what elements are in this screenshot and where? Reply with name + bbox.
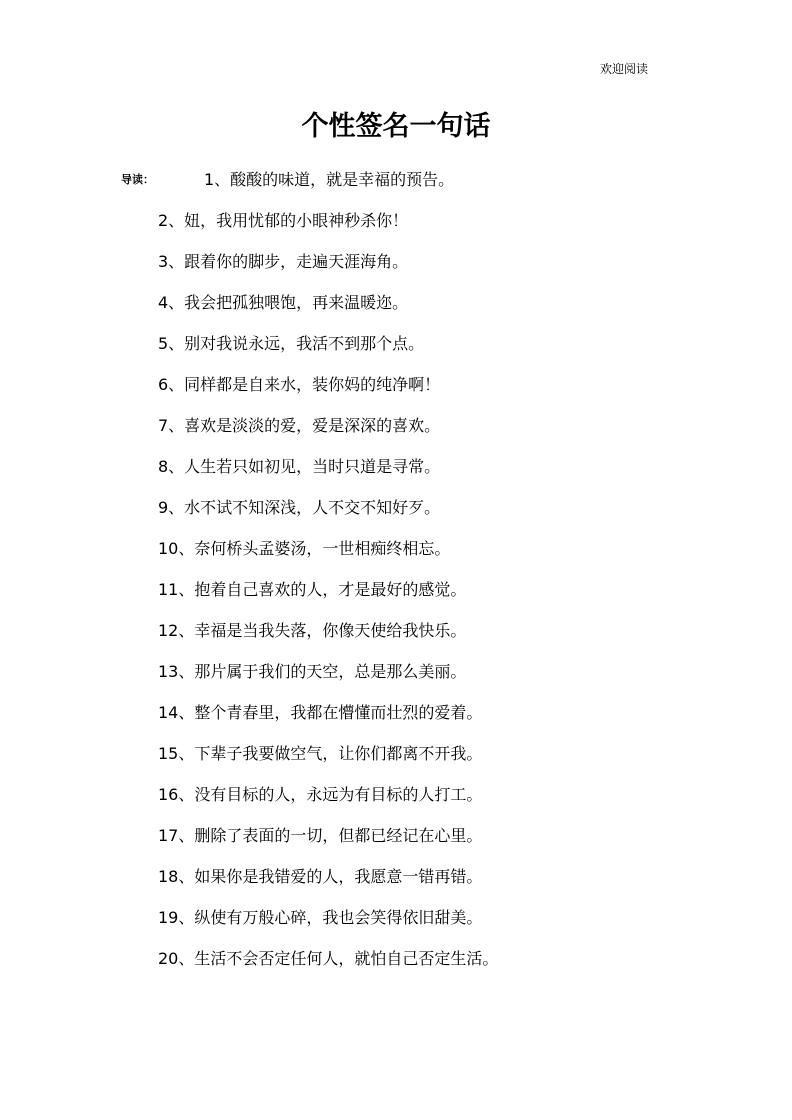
lead-label: 导读： (121, 173, 154, 186)
list-item: 2、妞，我用忧郁的小眼神秒杀你！ (158, 211, 409, 230)
list-item: 8、人生若只如初见，当时只道是寻常。 (158, 457, 441, 476)
header-note: 欢迎阅读 (600, 62, 649, 76)
list-item: 1、酸酸的味道，就是幸福的预告。 (204, 170, 455, 189)
list-item: 20、生活不会否定任何人，就怕自己否定生活。 (158, 949, 499, 968)
list-item: 3、跟着你的脚步，走遍天涯海角。 (158, 252, 409, 271)
list-item: 10、奈何桥头孟婆汤，一世相痴终相忘。 (158, 539, 451, 558)
list-item: 18、如果你是我错爱的人，我愿意一错再错。 (158, 867, 483, 886)
list-item: 12、幸福是当我失落，你像天使给我快乐。 (158, 621, 467, 640)
list-item: 9、水不试不知深浅，人不交不知好歹。 (158, 498, 441, 517)
page-title: 个性签名一句话 (301, 111, 491, 142)
list-item: 16、没有目标的人，永远为有目标的人打工。 (158, 785, 483, 804)
list-item: 15、下辈子我要做空气，让你们都离不开我。 (158, 744, 483, 763)
list-item: 19、纵使有万般心碎，我也会笑得依旧甜美。 (158, 908, 483, 927)
list-item: 5、别对我说永远，我活不到那个点。 (158, 334, 425, 353)
list-item: 14、整个青春里，我都在懵懂而壮烈的爱着。 (158, 703, 483, 722)
list-item: 4、我会把孤独喂饱，再来温暖迩。 (158, 293, 409, 312)
list-item: 11、抱着自己喜欢的人，才是最好的感觉。 (158, 580, 467, 599)
list-item: 6、同样都是自来水，装你妈的纯净啊！ (158, 375, 441, 394)
list-item: 17、删除了表面的一切，但都已经记在心里。 (158, 826, 483, 845)
list-item: 13、那片属于我们的天空，总是那么美丽。 (158, 662, 467, 681)
list-item: 7、喜欢是淡淡的爱，爱是深深的喜欢。 (158, 416, 441, 435)
